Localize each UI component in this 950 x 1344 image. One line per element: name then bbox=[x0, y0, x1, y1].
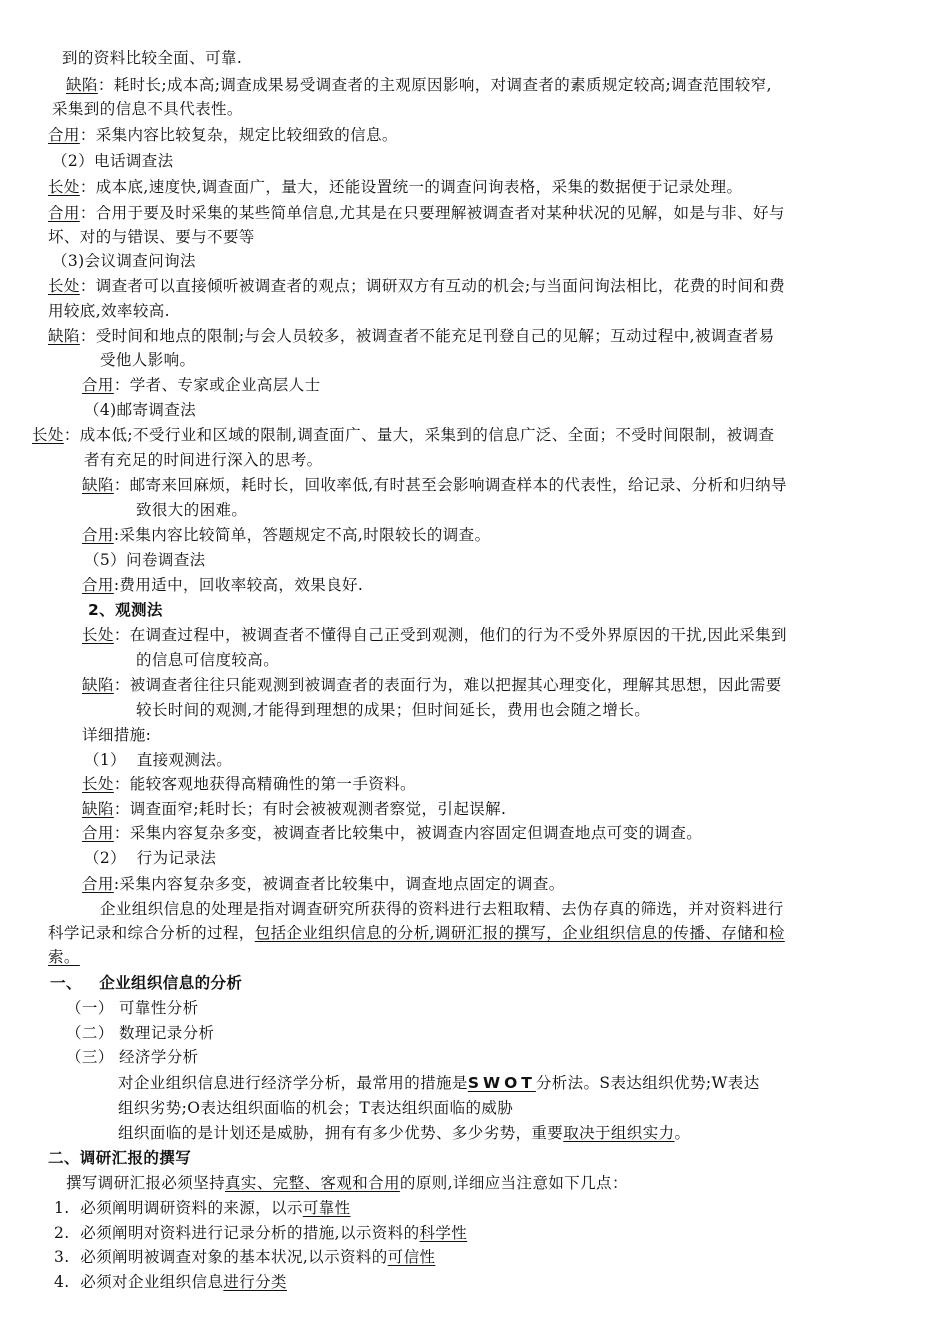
text-line: 到的资料比较全面、可靠. bbox=[62, 49, 243, 67]
term-label: 合用 bbox=[82, 376, 114, 394]
text-line: 致很大的困难。 bbox=[136, 501, 248, 519]
text-line: 较长时间的观测,才能得到理想的成果；但时间延长，费用也会随之增长。 bbox=[136, 701, 651, 719]
text-line: 合用：采集内容复杂多变，被调查者比较集中，被调查内容固定但调查地点可变的调查。 bbox=[82, 824, 703, 842]
term-label: 长处 bbox=[82, 775, 114, 793]
text-line: 合用：合用于要及时采集的某些简单信息,尤其是在只要理解被调查者对某种状况的见解，如是与非、好与 bbox=[48, 204, 785, 222]
text-line: 长处：在调查过程中，被调查者不懂得自己正受到观测，他们的行为不受外界原因的干扰,因此采集到 bbox=[82, 626, 787, 644]
text-line: 缺陷：耗时长;成本高;调查成果易受调查者的主观原因影响，对调查者的素质规定较高;调查范围较窄, bbox=[66, 76, 772, 94]
list-item: 1. 必须阐明调研资料的来源，以示可靠性 bbox=[54, 1199, 351, 1217]
term-label: 缺陷 bbox=[82, 800, 114, 818]
term-label: 合用 bbox=[82, 875, 114, 893]
underlined-phrase: 进行分类 bbox=[223, 1273, 287, 1291]
term-label: 长处 bbox=[48, 178, 80, 196]
term-label: 缺陷 bbox=[66, 76, 98, 94]
text-line: 坏、对的与错误、要与不要等 bbox=[48, 228, 255, 246]
section-heading: （5）问卷调查法 bbox=[84, 551, 206, 569]
underlined-phrase: 科学性 bbox=[419, 1224, 468, 1242]
section-heading: 一、 企业组织信息的分析 bbox=[50, 974, 243, 992]
term-label: 合用 bbox=[82, 576, 114, 594]
paragraph-line bbox=[48, 946, 80, 968]
subsection-heading: （一） 可靠性分析 bbox=[66, 999, 199, 1017]
swot-term: SWOT bbox=[467, 1074, 536, 1092]
term-label: 缺陷 bbox=[82, 476, 114, 494]
text-line: 长处：调查者可以直接倾听被调查者的观点；调研双方有互动的机会;与当面问询法相比，花费的时间和费 bbox=[48, 277, 786, 295]
text-line: 合用:采集内容复杂多变，被调查者比较集中，调查地点固定的调查。 bbox=[82, 875, 565, 893]
text-line: 长处：成本低;不受行业和区域的限制,调查面广、量大，采集到的信息广泛、全面；不受时间限制，被调查 bbox=[32, 426, 775, 444]
term-label: 合用 bbox=[82, 526, 114, 544]
text-line: 者有充足的时间进行深入的思考。 bbox=[84, 451, 323, 469]
underlined-phrase: 真实、完整、客观和合用 bbox=[225, 1174, 400, 1192]
term-label: 合用 bbox=[82, 824, 114, 842]
underlined-phrase: 包括企业组织信息的分析,调研汇报的撰写，企业组织信息的传播、存储和检 bbox=[254, 924, 785, 942]
paragraph-line: 科学记录和综合分析的过程，包括企业组织信息的分析,调研汇报的撰写，企业组织信息的传播、存储和检 bbox=[48, 924, 785, 942]
underlined-phrase: 可信性 bbox=[387, 1248, 436, 1266]
term-label: 合用 bbox=[48, 204, 80, 222]
term-label: 长处 bbox=[82, 626, 114, 644]
list-item: 4. 必须对企业组织信息进行分类 bbox=[54, 1273, 287, 1291]
text-line: 合用：采集内容比较复杂，规定比较细致的信息。 bbox=[48, 126, 398, 144]
text-line: 长处：能较客观地获得高精确性的第一手资料。 bbox=[82, 775, 416, 793]
list-item: 2. 必须阐明对资料进行记录分析的措施,以示资料的科学性 bbox=[54, 1224, 468, 1242]
underlined-phrase: 可靠性 bbox=[302, 1199, 351, 1217]
subsection-heading: （二） 数理记录分析 bbox=[66, 1024, 215, 1042]
term-label: 长处 bbox=[32, 426, 64, 444]
text-line: 合用:费用适中，回收率较高，效果良好. bbox=[82, 576, 364, 594]
list-item: 3. 必须阐明被调查对象的基本状况,以示资料的可信性 bbox=[54, 1248, 436, 1266]
text-line: 缺陷：被调查者往往只能观测到被调查者的表面行为，难以把握其心理变化，理解其思想，因此需要 bbox=[82, 676, 782, 694]
text-line: 合用：学者、专家或企业高层人士 bbox=[82, 376, 321, 394]
section-heading: （2）电话调查法 bbox=[52, 152, 174, 170]
text-line: 用较底,效率较高. bbox=[48, 302, 170, 320]
subsection-heading: （三） 经济学分析 bbox=[66, 1048, 199, 1066]
text-line: 缺陷：受时间和地点的限制;与会人员较多，被调查者不能充足刊登自己的见解；互动过程中,被调查者易 bbox=[48, 327, 775, 345]
section-heading: （2） 行为记录法 bbox=[84, 849, 217, 867]
section-heading: （3)会议调查问询法 bbox=[52, 252, 196, 270]
section-heading: （1） 直接观测法。 bbox=[84, 751, 233, 769]
text-line: 合用:采集内容比较简单，答题规定不高,时限较长的调查。 bbox=[82, 526, 491, 544]
term-label: 缺陷 bbox=[82, 676, 114, 694]
section-heading: （4)邮寄调查法 bbox=[84, 401, 197, 419]
section-heading: 二、调研汇报的撰写 bbox=[48, 1149, 192, 1167]
underlined-phrase: 取决于组织实力 bbox=[563, 1124, 675, 1142]
paragraph-line: 撰写调研汇报必须坚持真实、完整、客观和合用的原则,详细应当注意如下几点： bbox=[66, 1174, 628, 1192]
paragraph-line: 企业组织信息的处理是指对调查研究所获得的资料进行去粗取精、去伪存真的筛选，并对资料进行 bbox=[100, 900, 784, 918]
paragraph-line: 对企业组织信息进行经济学分析，最常用的措施是SWOT分析法。S表达组织优势;W表达 bbox=[118, 1074, 760, 1092]
text-line: 缺陷：邮寄来回麻烦，耗时长，回收率低,有时甚至会影响调查样本的代表性，给记录、分析和归纳导 bbox=[82, 476, 787, 494]
paragraph-line: 组织劣势;O表达组织面临的机会；T表达组织面临的威胁 bbox=[118, 1099, 514, 1117]
term-label: 缺陷 bbox=[48, 327, 80, 345]
text-line: 详细措施: bbox=[82, 726, 152, 744]
underlined-phrase: 索。 bbox=[48, 948, 80, 966]
text-line: 的信息可信度较高。 bbox=[136, 651, 280, 669]
text-line: 长处：成本底,速度快,调查面广，量大，还能设置统一的调查问询表格，采集的数据便于记录处理。 bbox=[48, 178, 743, 196]
paragraph-line: 组织面临的是计划还是威胁，拥有有多少优势、多少劣势，重要取决于组织实力。 bbox=[118, 1124, 691, 1142]
section-heading: 2、观测法 bbox=[88, 601, 163, 619]
term-label: 长处 bbox=[48, 277, 80, 295]
term-label: 合用 bbox=[48, 126, 80, 144]
text-line: 缺陷：调查面窄;耗时长；有时会被被观测者察觉，引起误解. bbox=[82, 800, 507, 818]
text-line: 采集到的信息不具代表性。 bbox=[52, 100, 243, 118]
text-line: 受他人影响。 bbox=[100, 351, 196, 369]
